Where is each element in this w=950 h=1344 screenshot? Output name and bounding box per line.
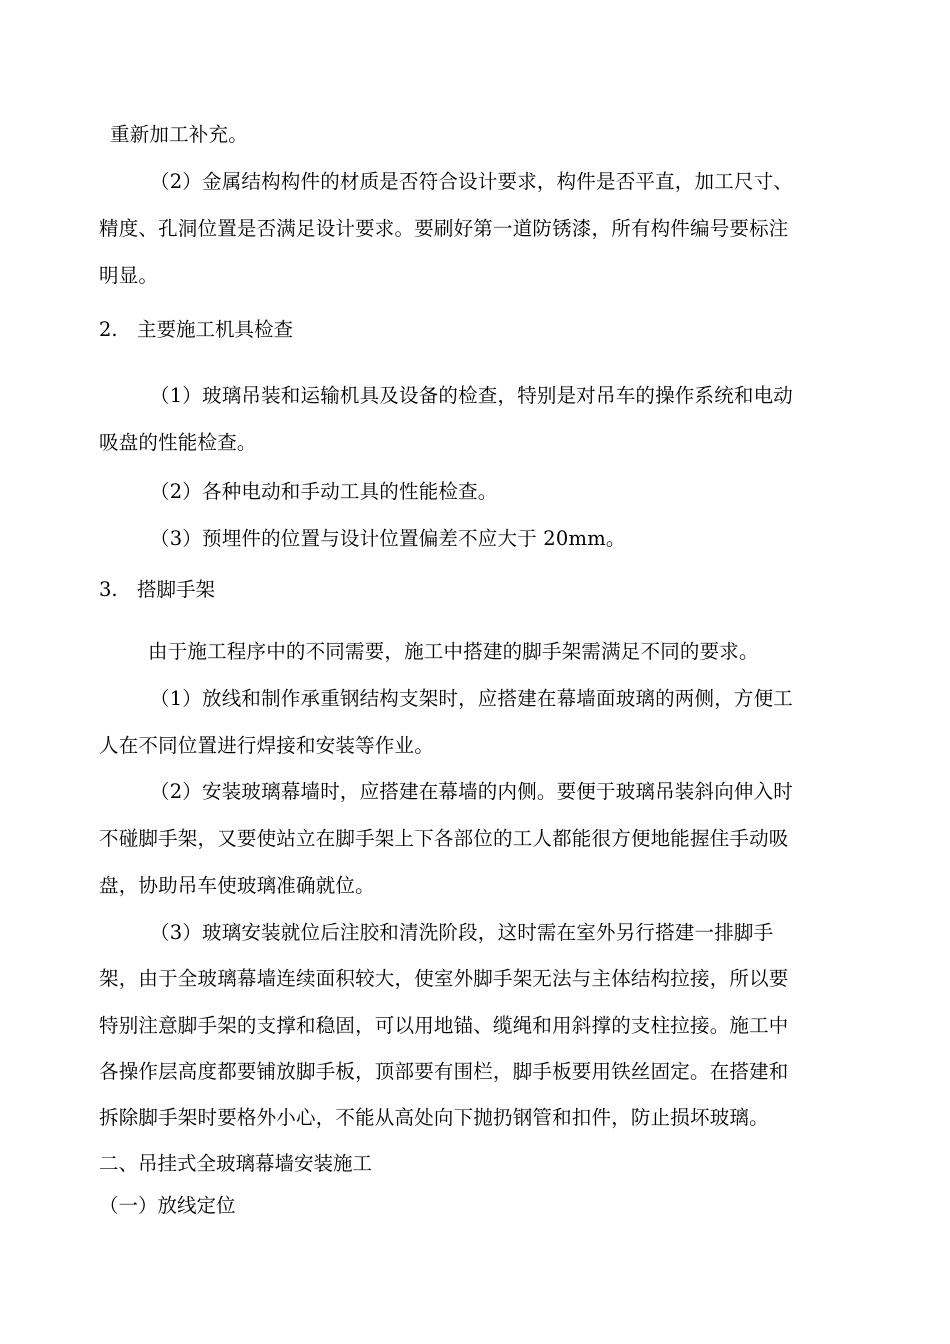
subsection-title: （一）放线定位 (99, 1194, 236, 1217)
subsection-heading (99, 1194, 236, 1218)
section-heading (99, 318, 293, 342)
paragraph-line: （2）安装玻璃幕墙时，应搭建在幕墙的内侧。要便于玻璃吊装斜向伸入时 (150, 780, 794, 803)
paragraph-line: （2）各种电动和手动工具的性能检查。 (150, 480, 498, 503)
paragraph-line: （2）金属结构构件的材质是否符合设计要求，构件是否平直，加工尺寸、 (150, 170, 794, 193)
paragraph-line: 吸盘的性能检查。 (99, 431, 257, 454)
paragraph-line: 明显。 (99, 264, 159, 287)
paragraph-line: 由于施工程序中的不同需要，施工中搭建的脚手架需满足不同的要求。 (148, 640, 759, 663)
section-title: 主要施工机具检查 (137, 318, 294, 341)
paragraph-line: 特别注意脚手架的支撑和稳固，可以用地锚、缆绳和用斜撑的支柱拉接。施工中 (99, 1014, 789, 1037)
section-number: 3. (99, 578, 118, 601)
paragraph-line: 架，由于全玻璃幕墙连续面积较大，使室外脚手架无法与主体结构拉接，所以要 (99, 967, 789, 990)
section-title: 搭脚手架 (137, 578, 216, 601)
paragraph-line: （1）玻璃吊装和运输机具及设备的检查，特别是对吊车的操作系统和电动 (150, 384, 794, 407)
paragraph-line: 拆除脚手架时要格外小心，不能从高处向下抛扔钢管和扣件，防止损坏玻璃。 (99, 1106, 769, 1129)
paragraph-line: （1）放线和制作承重钢结构支架时，应搭建在幕墙面玻璃的两侧，方便工 (150, 687, 794, 710)
paragraph-line: 精度、孔洞位置是否满足设计要求。要刷好第一道防锈漆，所有构件编号要标注 (99, 217, 789, 240)
paragraph-line: 各操作层高度都要铺放脚手板，顶部要有围栏，脚手板要用铁丝固定。在搭建和 (99, 1060, 789, 1083)
paragraph-line: 重新加工补充。 (110, 123, 248, 146)
section-number: 2. (99, 318, 118, 341)
paragraph-line: （3）预埋件的位置与设计位置偏差不应大于 20mm。 (150, 527, 626, 550)
chapter-heading (99, 1152, 372, 1176)
paragraph-line: 人在不同位置进行焊接和安装等作业。 (99, 734, 434, 757)
chapter-title: 二、吊挂式全玻璃幕墙安装施工 (99, 1152, 373, 1175)
paragraph-line: （3）玻璃安装就位后注胶和清洗阶段，这时需在室外另行搭建一排脚手 (150, 921, 774, 944)
paragraph-line: 不碰脚手架，又要使站立在脚手架上下各部位的工人都能很方便地能握住手动吸 (99, 827, 789, 850)
paragraph-line: 盘，协助吊车使玻璃准确就位。 (99, 874, 375, 897)
section-heading (99, 578, 215, 602)
